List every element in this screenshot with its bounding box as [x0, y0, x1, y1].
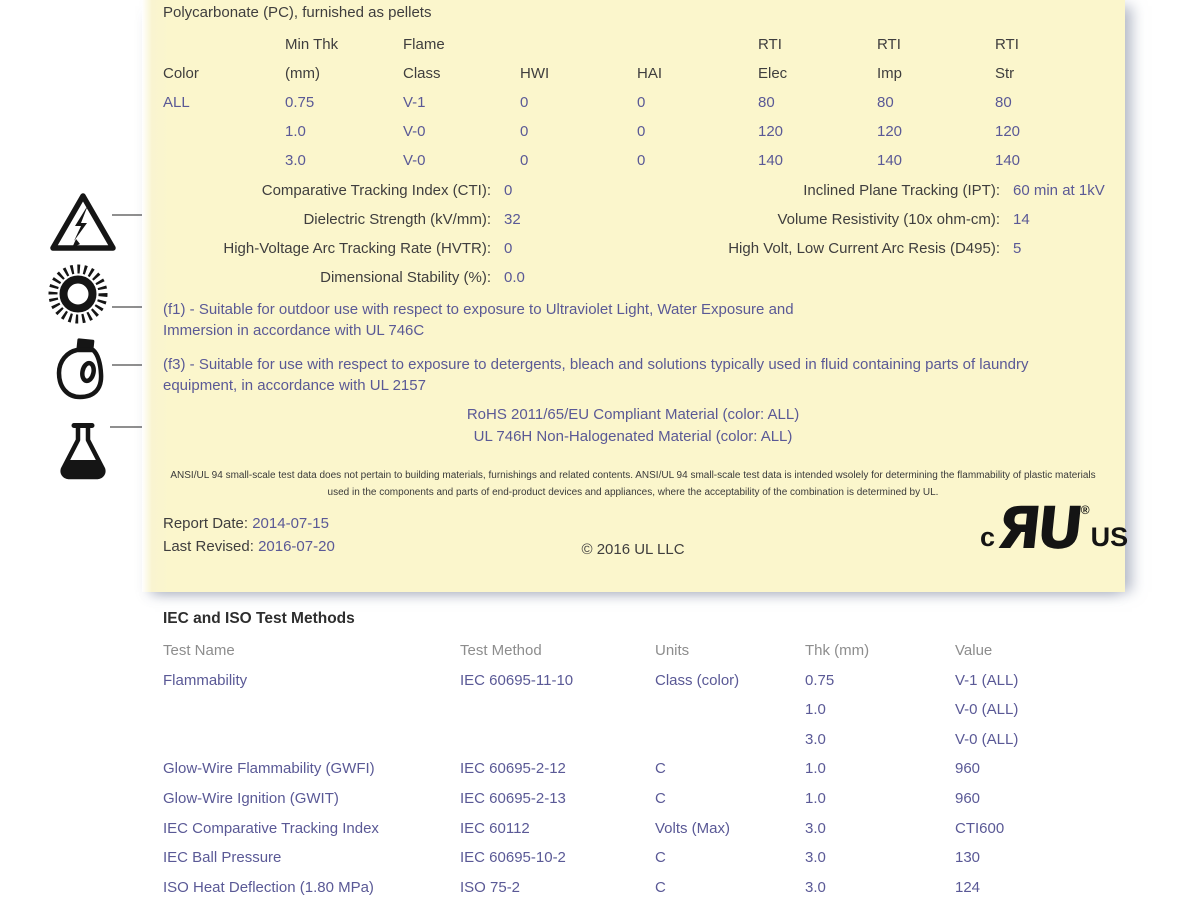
table-cell: Test Method	[460, 642, 542, 659]
logo-ul-monogram: ЯU	[993, 494, 1083, 562]
table-cell: IEC 60112	[460, 819, 530, 837]
table-cell: 1.0	[805, 701, 826, 719]
rohs-statement: RoHS 2011/65/EU Compliant Material (color: ALL)	[466, 406, 800, 423]
table-cell: 3.0	[805, 878, 826, 896]
table-cell: CTI600	[955, 819, 1005, 837]
property-value: 0.0	[504, 269, 525, 286]
table-cell	[637, 30, 758, 59]
table-cell	[520, 30, 637, 59]
table-cell: 3.0	[805, 819, 826, 837]
table-cell: Volts (Max)	[655, 819, 731, 837]
property-row	[690, 176, 1105, 205]
property-label: Volume Resistivity (10x ohm-cm):	[777, 211, 1000, 228]
table-cell: RTI	[758, 36, 782, 53]
table-cell: IEC Comparative Tracking Index	[163, 819, 379, 837]
table-cell: 0.75	[805, 671, 835, 689]
property-value: 5	[1013, 240, 1022, 257]
table-cell: Flame	[403, 36, 445, 53]
table-cell: 960	[955, 760, 981, 778]
property-value: 0	[504, 182, 513, 199]
property-row	[163, 263, 525, 292]
logo-us-suffix: US	[1090, 522, 1129, 553]
table-cell: Units	[655, 642, 690, 659]
property-row	[690, 205, 1105, 234]
table-row	[163, 843, 1123, 873]
table-cell: (mm)	[285, 65, 320, 82]
table-cell: V-1	[403, 94, 426, 111]
iec-table-body	[163, 666, 1123, 900]
ul94-table-header	[163, 30, 1118, 88]
table-cell: V-0 (ALL)	[955, 701, 1019, 719]
table-row	[163, 117, 1118, 146]
table-row	[163, 30, 1118, 59]
table-cell: 130	[955, 849, 981, 867]
table-row	[163, 725, 1123, 755]
table-row	[163, 873, 1123, 900]
table-row	[163, 88, 1118, 117]
property-label: Comparative Tracking Index (CTI):	[261, 182, 491, 199]
iec-section-title: IEC and ISO Test Methods	[163, 610, 355, 627]
table-cell: Imp	[877, 65, 903, 82]
table-cell: Color	[163, 65, 199, 82]
property-value: 14	[1013, 211, 1030, 228]
table-cell: IEC 60695-2-12	[460, 760, 566, 778]
table-cell: 1.0	[285, 123, 306, 140]
table-cell: C	[655, 878, 666, 896]
table-cell: Glow-Wire Flammability (GWFI)	[163, 760, 375, 778]
property-row	[163, 176, 525, 205]
table-cell: 3.0	[805, 849, 826, 867]
table-cell: 0	[520, 123, 529, 140]
table-cell: Glow-Wire Ignition (GWIT)	[163, 789, 339, 807]
table-cell: ALL	[163, 94, 190, 111]
table-cell	[163, 695, 460, 725]
high-voltage-icon	[46, 190, 120, 258]
property-label: High-Voltage Arc Tracking Rate (HVTR):	[223, 240, 491, 257]
table-cell: C	[655, 760, 666, 778]
table-cell: Str	[995, 65, 1015, 82]
property-label: High Volt, Low Current Arc Resis (D495):	[728, 240, 1000, 257]
table-cell: 0	[520, 94, 529, 111]
table-cell	[163, 30, 285, 59]
table-cell: C	[655, 789, 666, 807]
property-label: Dielectric Strength (kV/mm):	[303, 211, 491, 228]
property-label: Dimensional Stability (%):	[320, 269, 491, 286]
table-cell: HWI	[520, 65, 550, 82]
table-cell: 0	[520, 152, 529, 169]
table-cell: Min Thk	[285, 36, 339, 53]
table-cell	[163, 146, 285, 175]
last-revised-label: Last Revised:	[163, 538, 254, 555]
table-cell	[655, 695, 805, 725]
ul94-table	[163, 30, 1118, 175]
table-cell: 0.75	[285, 94, 315, 111]
note-f1: (f1) - Suitable for outdoor use with respect to exposure to Ultraviolet Light, Water Exposure and Immersion in accordance with UL 746C	[163, 301, 794, 339]
table-cell: 140	[877, 152, 903, 169]
table-cell: RTI	[995, 36, 1019, 53]
table-cell: V-0 (ALL)	[955, 730, 1019, 748]
table-cell: 120	[877, 123, 903, 140]
table-row	[163, 754, 1123, 784]
table-cell: 0	[637, 123, 646, 140]
table-row	[163, 814, 1123, 844]
table-cell: 3.0	[805, 730, 826, 748]
property-row	[690, 234, 1105, 263]
report-date-label: Report Date:	[163, 515, 249, 532]
table-cell: 140	[758, 152, 784, 169]
report-date-row	[163, 512, 335, 535]
table-row	[163, 59, 1118, 88]
table-cell: 80	[758, 94, 775, 111]
property-value: 60 min at 1kV	[1013, 182, 1105, 199]
material-title: Polycarbonate (PC), furnished as pellets	[163, 4, 432, 21]
iec-test-methods-table	[163, 636, 1123, 900]
table-row	[163, 695, 1123, 725]
chemical-flask-icon	[54, 422, 112, 486]
table-cell: 1.0	[805, 760, 826, 778]
table-cell	[655, 725, 805, 755]
ul-yellow-card	[142, 0, 1129, 592]
table-cell: 120	[995, 123, 1021, 140]
table-cell: V-1 (ALL)	[955, 671, 1019, 689]
table-cell: Class (color)	[655, 671, 740, 689]
ansi-ul94-disclaimer: ANSI/UL 94 small-scale test data does not pertain to building materials, furnishings and related contents. ANSI/UL 94 small-scale test data is intended wsolely for determining the flammability of plastic materials used in the components and parts of end-product devices and appliances, where the acceptability of the combination is determined by UL.	[170, 470, 1096, 498]
table-cell	[460, 725, 655, 755]
table-cell: ISO Heat Deflection (1.80 MPa)	[163, 878, 374, 896]
property-label: Inclined Plane Tracking (IPT):	[803, 182, 1000, 199]
electrical-properties-right	[690, 176, 1105, 263]
table-cell: HAI	[637, 65, 663, 82]
table-cell: C	[655, 849, 666, 867]
table-cell: V-0	[403, 152, 426, 169]
property-value: 32	[504, 211, 521, 228]
table-cell: 960	[955, 789, 981, 807]
table-cell	[163, 725, 460, 755]
table-cell: 80	[877, 94, 894, 111]
table-cell: Flammability	[163, 671, 248, 689]
table-cell: Thk (mm)	[805, 642, 870, 659]
table-cell: 80	[995, 94, 1012, 111]
table-cell: Test Name	[163, 642, 235, 659]
table-cell: IEC 60695-10-2	[460, 849, 566, 867]
table-cell: Elec	[758, 65, 788, 82]
table-cell: 0	[637, 94, 646, 111]
registered-trademark-icon: ®	[1080, 503, 1090, 517]
table-cell: IEC 60695-2-13	[460, 789, 566, 807]
detergent-bottle-icon	[50, 338, 112, 406]
property-row	[163, 234, 525, 263]
table-cell: IEC 60695-11-10	[460, 671, 574, 689]
table-cell: 124	[955, 878, 981, 896]
logo-c-prefix: c	[980, 522, 996, 553]
report-date-value: 2014-07-15	[252, 515, 329, 532]
table-cell: RTI	[877, 36, 901, 53]
table-cell: Class	[403, 65, 441, 82]
table-cell: ISO 75-2	[460, 878, 521, 896]
table-cell	[460, 695, 655, 725]
note-f3: (f3) - Suitable for use with respect to exposure to detergents, bleach and solutions typically used in fluid containing parts of laundry equipment, in accordance with UL 2157	[163, 356, 1029, 394]
table-cell: 120	[758, 123, 784, 140]
property-row	[163, 205, 525, 234]
table-row	[163, 666, 1123, 696]
table-cell: IEC Ball Pressure	[163, 849, 282, 867]
electrical-properties-left	[163, 176, 525, 292]
ul-recognized-mark-logo	[980, 494, 1129, 562]
table-cell: 0	[637, 152, 646, 169]
copyright-text: © 2016 UL LLC	[581, 541, 685, 558]
compliance-statements	[163, 404, 1103, 447]
table-cell: 1.0	[805, 789, 826, 807]
uv-sun-icon	[46, 262, 110, 330]
table-row	[163, 784, 1123, 814]
non-halogenated-statement: UL 746H Non-Halogenated Material (color: ALL)	[473, 427, 793, 445]
ul94-table-body	[163, 88, 1118, 175]
table-cell: Value	[955, 642, 993, 659]
table-cell: 3.0	[285, 152, 306, 169]
table-cell: V-0	[403, 123, 426, 140]
table-row	[163, 146, 1118, 175]
property-value: 0	[504, 240, 513, 257]
table-cell	[163, 117, 285, 146]
table-cell: 140	[995, 152, 1021, 169]
last-revised-value: 2016-07-20	[258, 538, 335, 555]
iec-table-header	[163, 636, 1123, 666]
table-row	[163, 636, 1123, 666]
